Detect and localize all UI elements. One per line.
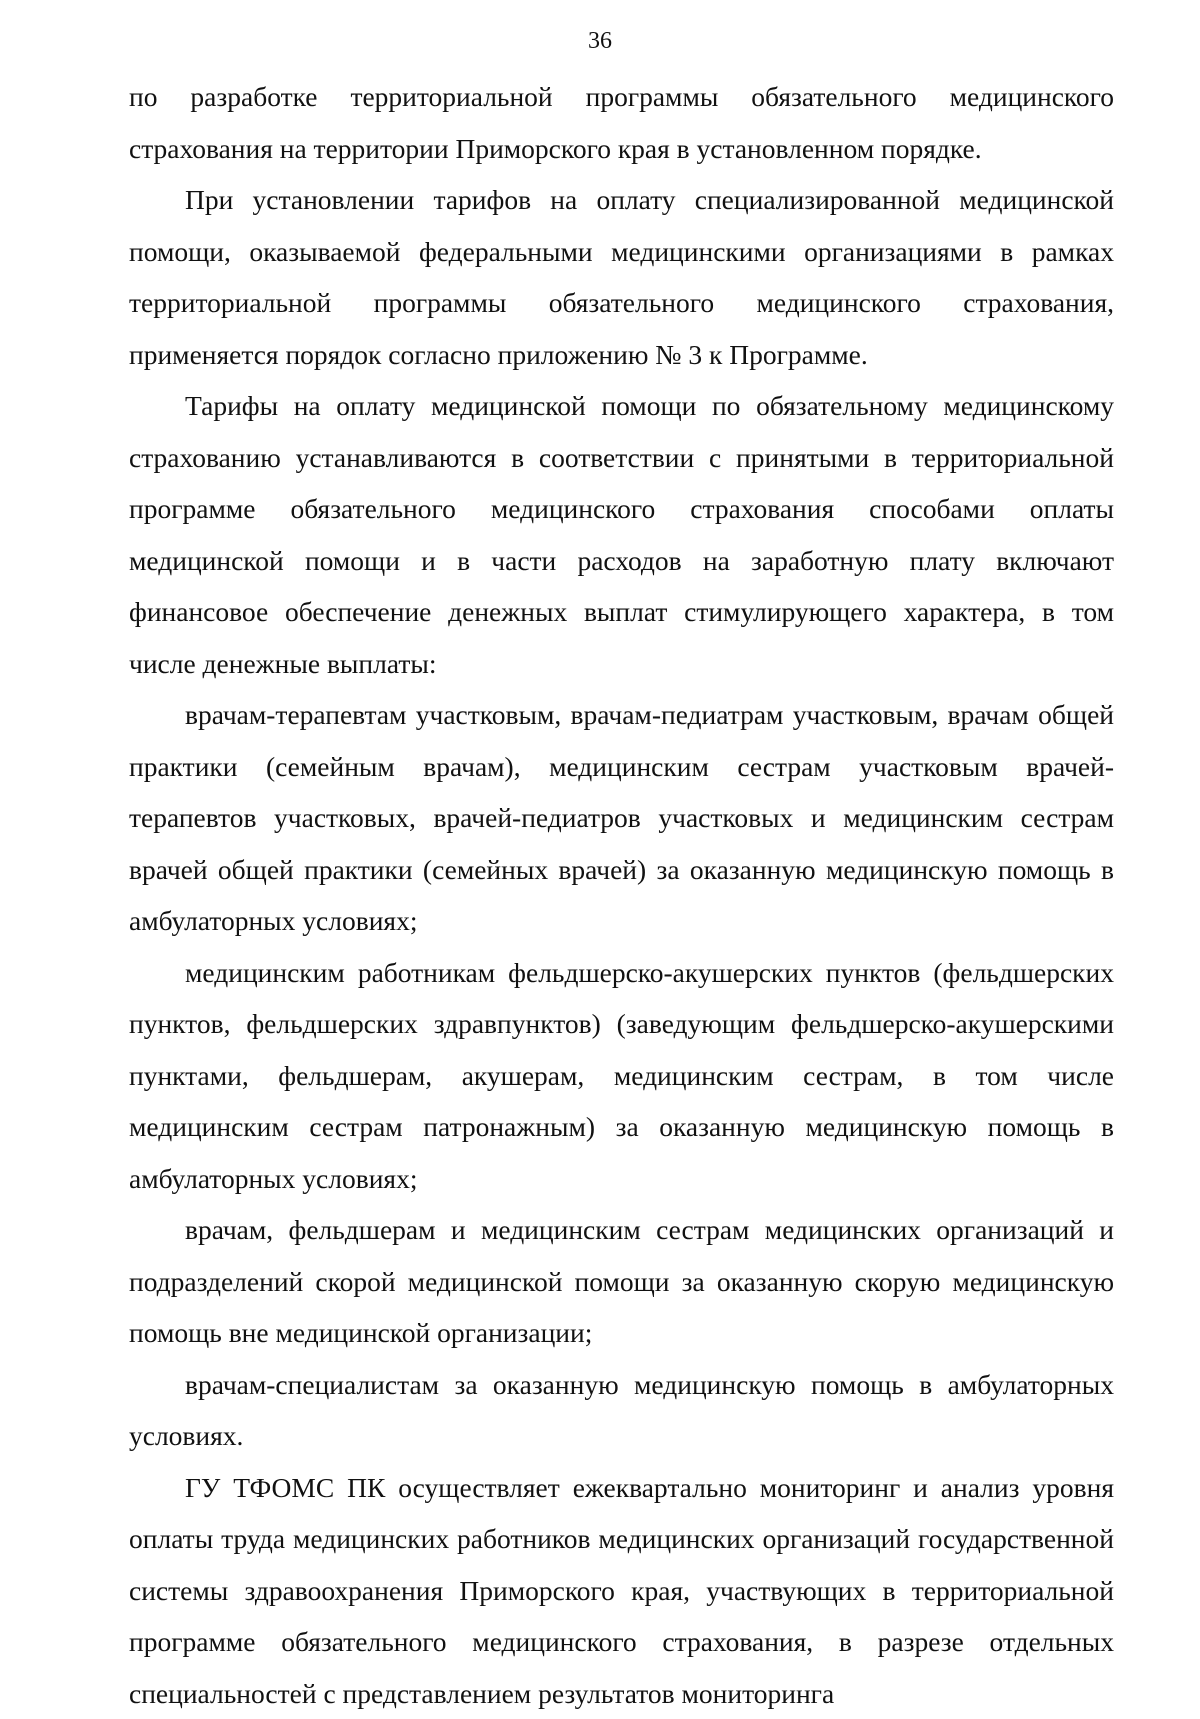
paragraph-tariffs-payment: [129, 380, 1114, 689]
text-line: медицинской помощи и в части расходов на заработную плату включают: [129, 545, 1114, 576]
text-line: числе денежные выплаты:: [129, 648, 436, 679]
text-line: общей практики (семейным врачам), медицинским сестрам участковым врачей-: [129, 699, 1114, 782]
text-line: медицинскую помощь вне медицинской организации;: [129, 1266, 1114, 1349]
text-line: сестрам, в том числе медицинским сестрам патронажным) за оказанную: [129, 1060, 1114, 1143]
text-line: терапевтов участковых, врачей-педиатров участковых и медицинским сестрам: [129, 802, 1114, 833]
text-line: территориальной программе обязательного медицинского страхования, в: [129, 1575, 1114, 1658]
paragraph-monitoring: [129, 1462, 1114, 1719]
text-line: программе обязательного медицинского страхования способами оплаты: [129, 493, 1114, 524]
text-line: по разработке территориальной программы обязательного медицинского: [129, 81, 1114, 112]
text-line: При установлении тарифов на оплату специализированной медицинской: [185, 184, 1114, 215]
text-line: фельдшерско-акушерскими пунктами, фельдшерам, акушерам, медицинским: [129, 1008, 1114, 1091]
text-line: финансовое обеспечение денежных выплат стимулирующего характера, в том: [129, 596, 1114, 627]
text-line: Тарифы на оплату медицинской помощи по обязательному медицинскому: [185, 390, 1114, 421]
document-body: [129, 71, 1114, 1719]
paragraph-list-item-ambulance: [129, 1204, 1114, 1359]
text-line: территориальной программы обязательного медицинского страхования,: [129, 287, 1114, 318]
text-line: врачам-специалистам за оказанную медицинскую помощь в амбулаторных: [185, 1369, 1114, 1400]
text-line: страхования на территории Приморского края в установленном порядке.: [129, 133, 982, 164]
text-line: врачам, фельдшерам и медицинским сестрам медицинских организаций и: [185, 1214, 1114, 1245]
paragraph-list-item-feldsher: [129, 947, 1114, 1205]
text-line: в амбулаторных условиях;: [129, 854, 1114, 937]
text-line: ГУ ТФОМС ПК осуществляет ежеквартально мониторинг и анализ: [185, 1472, 1019, 1503]
text-line: применяется порядок согласно приложению № 3 к Программе.: [129, 339, 868, 370]
text-line: разрезе отдельных специальностей с представлением результатов мониторинга: [129, 1626, 1114, 1709]
text-line: уровня оплаты труда медицинских работников медицинских организаций: [129, 1472, 1114, 1555]
paragraph-continuation: [129, 71, 1114, 174]
text-line: медицинским работникам фельдшерско-акушерских пунктов: [185, 957, 920, 988]
text-line: условиях.: [129, 1420, 243, 1451]
text-line: помощи, оказываемой федеральными медицинскими организациями в рамках: [129, 236, 1114, 267]
paragraph-tariff-procedure: [129, 174, 1114, 380]
text-line: медицинскую помощь в амбулаторных условиях;: [129, 1111, 1114, 1194]
text-line: врачей общей практики (семейных врачей) за оказанную медицинскую помощь: [129, 854, 1091, 885]
text-line: государственной системы здравоохранения Приморского края, участвующих в: [129, 1523, 1114, 1606]
text-line: врачам-терапевтам участковым, врачам-педиатрам участковым, врачам: [185, 699, 1029, 730]
page-number: 36: [0, 26, 1200, 56]
text-line: (фельдшерских пунктов, фельдшерских здравпунктов) (заведующим: [129, 957, 1114, 1040]
text-line: страхованию устанавливаются в соответствии с принятыми в территориальной: [129, 442, 1114, 473]
text-line: подразделений скорой медицинской помощи за оказанную скорую: [129, 1266, 940, 1297]
paragraph-list-item-physicians: [129, 689, 1114, 947]
paragraph-list-item-specialists: [129, 1359, 1114, 1462]
